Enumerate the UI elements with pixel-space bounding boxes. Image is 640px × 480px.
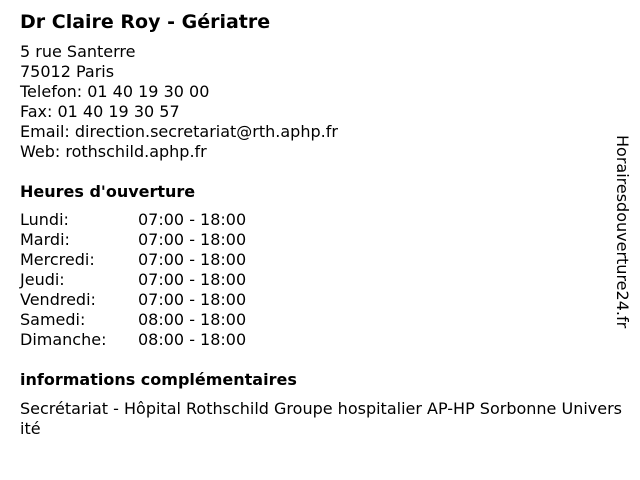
hours-day: Mercredi: [20, 250, 95, 269]
practice-card [20, 10, 620, 439]
additional-info-heading: informations complémentaires [20, 370, 297, 389]
hours-day: Samedi: [20, 310, 86, 329]
opening-hours-heading: Heures d'ouverture [20, 182, 196, 201]
hours-time: 07:00 - 18:00 [138, 270, 247, 289]
hours-row-wednesday [20, 250, 620, 270]
page-title: Dr Claire Roy - Gériatre [20, 11, 271, 33]
hours-row-saturday [20, 310, 620, 330]
hours-day: Jeudi: [20, 270, 65, 289]
hours-day: Mardi: [20, 230, 70, 249]
hours-row-friday [20, 290, 620, 310]
opening-hours-table [20, 210, 620, 350]
hours-time: 07:00 - 18:00 [138, 210, 247, 229]
website: Web: rothschild.aphp.fr [20, 142, 207, 161]
site-watermark: Horairesdouverture24.fr [613, 135, 632, 329]
hours-time: 08:00 - 18:00 [138, 310, 247, 329]
address-city: 75012 Paris [20, 62, 115, 81]
hours-row-tuesday [20, 230, 620, 250]
address-street: 5 rue Santerre [20, 42, 136, 61]
email-address: Email: direction.secretariat@rth.aphp.fr [20, 122, 338, 141]
hours-time: 07:00 - 18:00 [138, 250, 247, 269]
hours-row-monday [20, 210, 620, 230]
hours-time: 08:00 - 18:00 [138, 330, 247, 349]
hours-time: 07:00 - 18:00 [138, 230, 247, 249]
fax-number: Fax: 01 40 19 30 57 [20, 102, 180, 121]
hours-day: Lundi: [20, 210, 69, 229]
phone-number: Telefon: 01 40 19 30 00 [20, 82, 210, 101]
hours-day: Dimanche: [20, 330, 107, 349]
contact-block [20, 42, 620, 162]
hours-day: Vendredi: [20, 290, 96, 309]
additional-info-text: Secrétariat - Hôpital Rothschild Groupe hospitalier AP-HP Sorbonne Université [20, 399, 622, 438]
hours-time: 07:00 - 18:00 [138, 290, 247, 309]
hours-row-thursday [20, 270, 620, 290]
hours-row-sunday [20, 330, 620, 350]
